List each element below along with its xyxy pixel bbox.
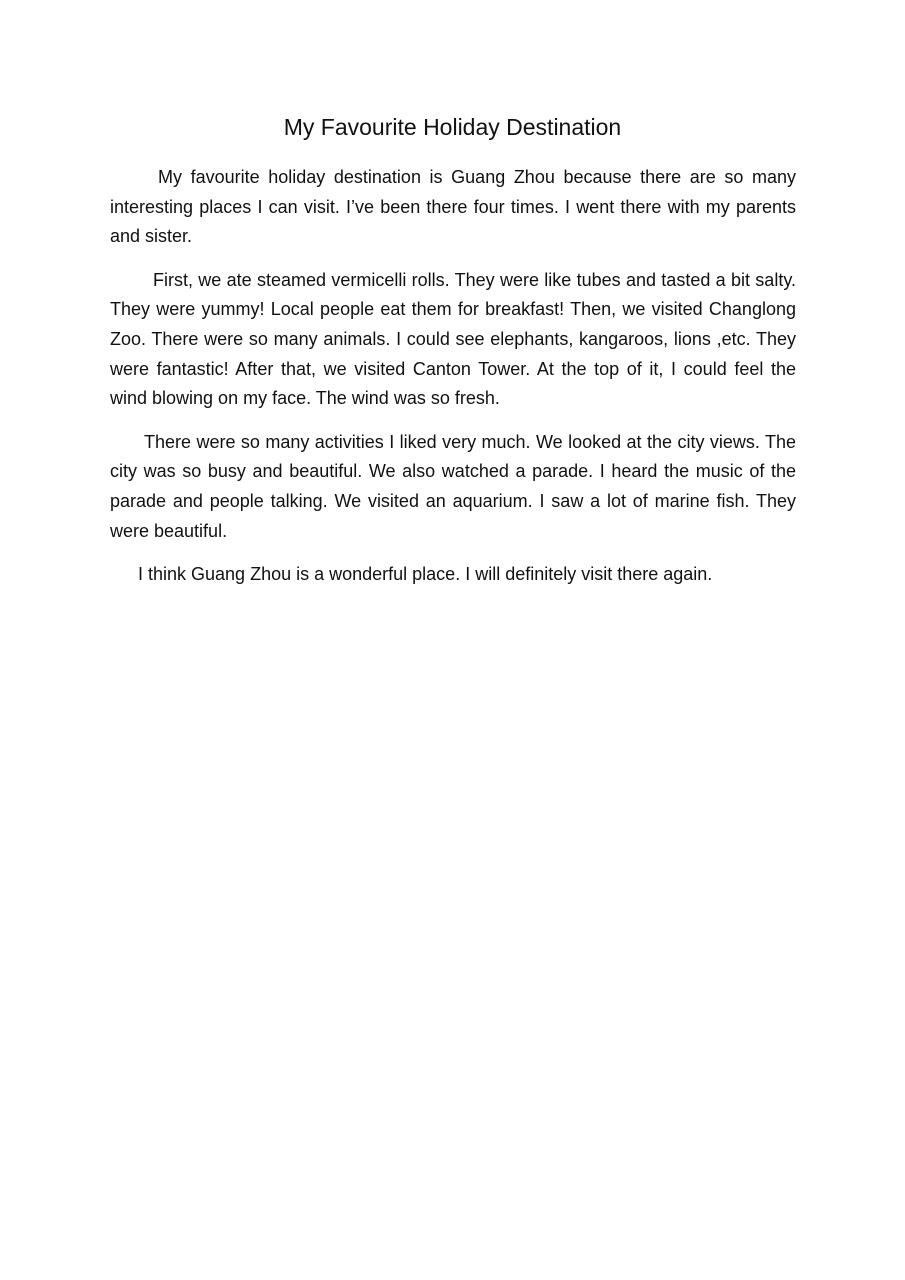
paragraph-conclusion: I think Guang Zhou is a wonderful place. I will definitely visit there again.	[138, 564, 713, 585]
essay-body	[110, 163, 796, 604]
paragraph-intro: My favourite holiday destination is Guang Zhou because there are so many interesting places I can visit. I’ve been there four times. I went there with my parents and sister.	[110, 167, 796, 247]
paragraph-food-and-sights: First, we ate steamed vermicelli rolls. They were like tubes and tasted a bit salty. They were yummy! Local people eat them for breakfast! Then, we visited Changlong Zoo. There were so many animals. I could see elephants, kangaroos, lions ,etc. They were fantastic! After that, we visited Canton Tower. At the top of it, I could feel the wind blowing on my face. The wind was so fresh.	[110, 269, 796, 409]
paragraph-activities: There were so many activities I liked very much. We looked at the city views. The city was so busy and beautiful. We also watched a parade. I heard the music of the parade and people talking. We visited an aquarium. I saw a lot of marine fish. They were beautiful.	[110, 431, 796, 541]
page-title: My Favourite Holiday Destination	[283, 114, 622, 140]
